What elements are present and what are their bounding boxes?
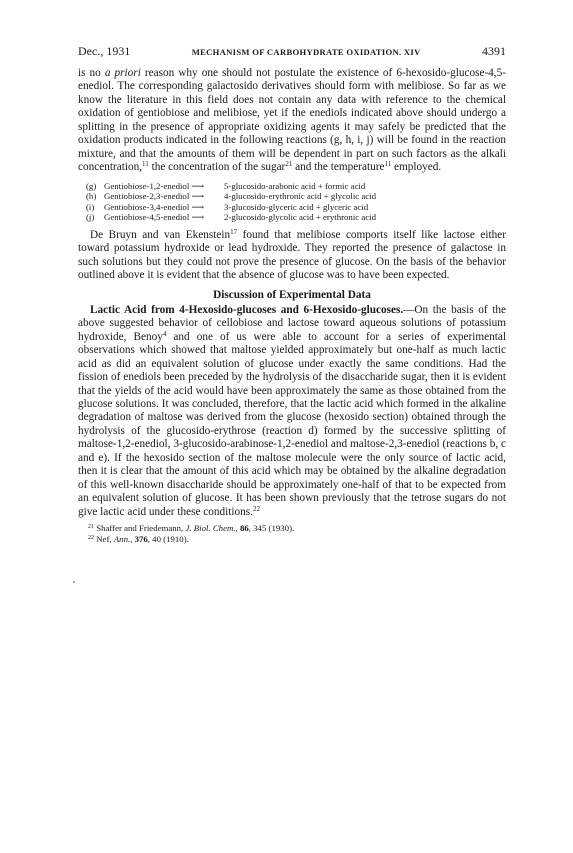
reference-marker: 11 — [142, 160, 149, 169]
paragraph-lactic-acid: Lactic Acid from 4-Hexosido-glucoses and 6-Hexosido-glucoses.—On the basis of the above suggested behavior of cellobiose and lactose toward aqueous solutions of potassium hydroxide, Benoy$^4$ and one of us were able to account for a series of experimental observations which showed that maltose yielded approximately but one-half as much lactic acid as did an equivalent solution of glucose under exactly the same conditions. Had the fission of enediols been preceded by the hydrolysis of the disaccharide sugar, then it is evident that the yields of the acid would have been approximately the same as those obtained from the glucose solutions. It was concluded, therefore, that the lactic acid which formed in the alkaline degradation of maltose was derived from the glucose (hexosido section) obtained through the hydrolysis of the glucosido-erythrose (reaction d) formed by the successive splitting of maltose-1,2-enediol, 3-glucosido-arabinose-1,2-enediol and maltose-2,3-enediol (reactions b, c and e). If the hexosido section of the maltose molecule were the only source of lactic acid, then it is clear that the amount of this acid which may be obtained by the alkaline degradation of this well-known disaccharide should be approximately one-half of that to be expected from an equivalent solution of glucose. It has been shown previously that the tetrose sugars do not give lactic acid under these conditions.$^{22}$ — [78, 303, 506, 518]
running-header — [78, 44, 506, 59]
footnote: $^{21}$ Shaffer and Friedemann, J. Biol. Chem., 86, 345 (1930). — [88, 523, 295, 534]
journal-page — [78, 44, 506, 545]
reference-marker: 4 — [162, 329, 167, 338]
reaction-list — [86, 181, 506, 223]
header-page-number: 4391 — [481, 44, 506, 58]
header-title: MECHANISM OF CARBOHYDRATE OXIDATION. XIV — [191, 47, 421, 57]
reaction-j: (j) Gentiobiose-4,5-enediol ⟶ 2-glucosido-glycolic acid + erythronic acid — [86, 212, 377, 223]
footnote: $^{22}$ Nef, Ann., 376, 40 (1910). — [88, 534, 189, 545]
footnotes — [78, 523, 506, 545]
header-date: Dec., 1931 — [78, 44, 131, 58]
run-in-heading: Lactic Acid from 4-Hexosido-glucoses and 6-Hexosido-glucoses. — [90, 303, 404, 316]
section-heading: Discussion of Experimental Data — [213, 288, 371, 301]
paragraph-melibiose: De Bruyn and van Ekenstein$^{17}$ found that melibiose comports itself like lactose either toward potassium hydroxide or lead hydroxide. They reported the presence of galactose in such solutions but they could not prove the presence of glucose. On the basis of the behavior outlined above it is evident that the absence of glucose was to have been expected. — [78, 228, 507, 282]
reaction-i: (i) Gentiobiose-3,4-enediol ⟶ 3-glucosido-glyceric acid + glyceric acid — [86, 201, 369, 212]
reaction-g: (g) Gentiobiose-1,2-enediol ⟶ 5-glucosido-arabonic acid + formic acid — [86, 180, 366, 191]
margin-mark — [73, 581, 75, 583]
reference-marker: 22 — [252, 504, 260, 513]
reaction-h: (h) Gentiobiose-2,3-enediol ⟶ 4-glucosido-erythronic acid + glycolic acid — [86, 191, 377, 202]
reference-marker: 17 — [230, 228, 238, 236]
paragraph-gentiobiose: is no a priori reason why one should not postulate the existence of 6-hexosido-glucose-4,5-enediol. The corresponding galactosido derivatives should form with melibiose. So far as we know the literature in this field does not contain any data with reference to the chemical oxidation of gentiobiose and melibiose, yet if the enediols indicated above should undergo a splitting in the presence of appropriate oxidizing agents it may safely be predicted that the oxidation products indicated in the following reactions (g, h, i, j) will be found in the reaction mixture, and that the amounts of them will be dependent in part on such factors as the alkali concentration,$^{11}$ the concentration of the sugar$^{21}$ and the temperature$^{11}$ employed. — [78, 67, 506, 174]
reference-marker: 21 — [285, 160, 293, 169]
reference-marker: 11 — [384, 160, 392, 169]
